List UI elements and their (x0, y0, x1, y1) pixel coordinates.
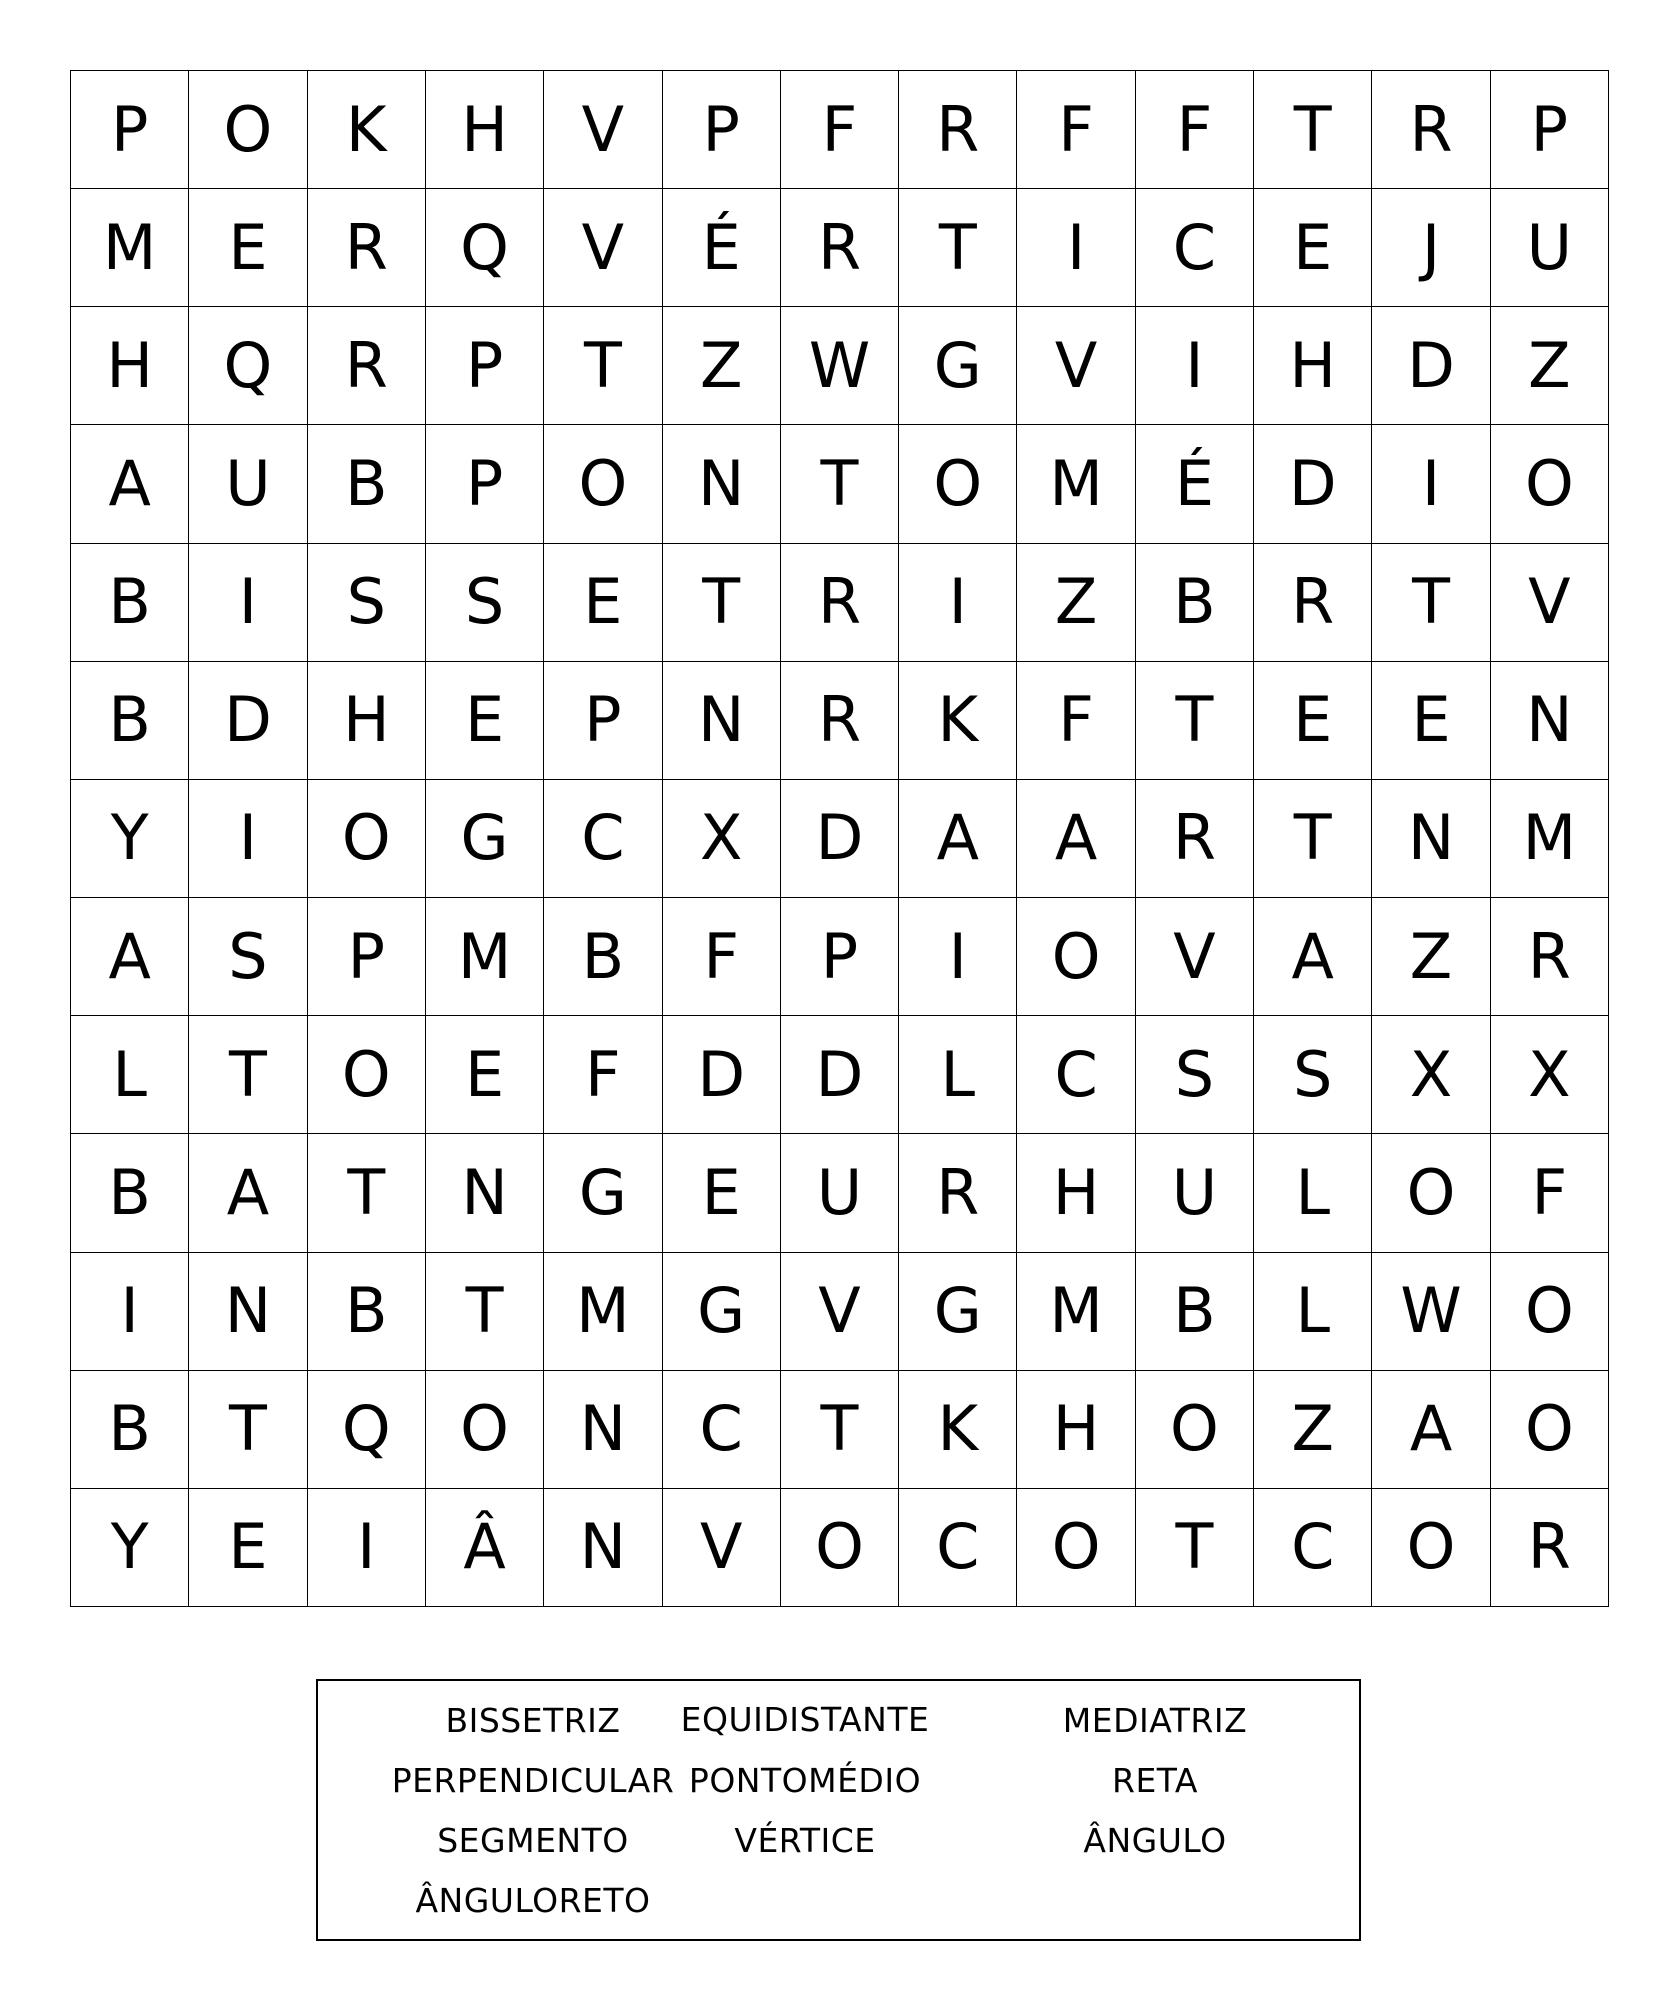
grid-cell: B (308, 425, 426, 543)
grid-cell: G (663, 1253, 781, 1371)
grid-cell: E (544, 544, 662, 662)
grid-cell: R (1491, 898, 1609, 1016)
grid-cell: O (1372, 1489, 1490, 1607)
grid-cell: M (426, 898, 544, 1016)
word-item: PONTOMÉDIO (688, 1761, 922, 1800)
grid-cell: Z (663, 307, 781, 425)
grid-cell: H (1017, 1371, 1135, 1489)
grid-cell: M (71, 189, 189, 307)
grid-cell: V (544, 71, 662, 189)
grid-cell: É (1136, 425, 1254, 543)
grid-cell: V (1136, 898, 1254, 1016)
grid-cell: G (899, 307, 1017, 425)
grid-cell: T (781, 1371, 899, 1489)
grid-cell: K (899, 1371, 1017, 1489)
grid-cell: E (189, 189, 307, 307)
grid-cell: Q (189, 307, 307, 425)
grid-cell: T (1372, 544, 1490, 662)
word-item: EQUIDISTANTE (680, 1700, 930, 1739)
grid-cell: B (1136, 1253, 1254, 1371)
grid-cell: E (1254, 189, 1372, 307)
grid-cell: T (899, 189, 1017, 307)
grid-cell: K (899, 662, 1017, 780)
grid-cell: L (71, 1016, 189, 1134)
grid-cell: I (1017, 189, 1135, 307)
grid-cell: C (1136, 189, 1254, 307)
grid-cell: B (308, 1253, 426, 1371)
grid-cell: X (663, 780, 781, 898)
grid-cell: P (308, 898, 426, 1016)
grid-cell: C (1017, 1016, 1135, 1134)
grid-cell: F (781, 71, 899, 189)
grid-cell: S (1136, 1016, 1254, 1134)
grid-cell: D (781, 1016, 899, 1134)
grid-cell: R (308, 189, 426, 307)
grid-cell: B (71, 1134, 189, 1252)
grid-cell: É (663, 189, 781, 307)
grid-cell: J (1372, 189, 1490, 307)
grid-cell: O (1017, 1489, 1135, 1607)
grid-cell: R (781, 544, 899, 662)
grid-cell: M (1017, 1253, 1135, 1371)
grid-cell: Y (71, 780, 189, 898)
grid-cell: O (189, 71, 307, 189)
grid-cell: T (189, 1371, 307, 1489)
word-item: VÉRTICE (734, 1821, 876, 1860)
grid-cell: L (899, 1016, 1017, 1134)
grid-cell: O (1136, 1371, 1254, 1489)
grid-cell: M (1017, 425, 1135, 543)
grid-cell: V (781, 1253, 899, 1371)
grid-cell: R (1254, 544, 1372, 662)
grid-cell: U (1491, 189, 1609, 307)
grid-cell: H (71, 307, 189, 425)
grid-cell: S (308, 544, 426, 662)
grid-cell: P (426, 307, 544, 425)
grid-cell: E (189, 1489, 307, 1607)
grid-cell: I (308, 1489, 426, 1607)
grid-cell: S (189, 898, 307, 1016)
grid-cell: I (899, 544, 1017, 662)
grid-cell: I (71, 1253, 189, 1371)
grid-cell: P (544, 662, 662, 780)
grid-cell: L (1254, 1253, 1372, 1371)
grid-cell: U (781, 1134, 899, 1252)
grid-cell: S (1254, 1016, 1372, 1134)
grid-cell: A (899, 780, 1017, 898)
grid-cell: D (189, 662, 307, 780)
grid-cell: B (71, 1371, 189, 1489)
word-list (316, 1679, 1361, 1941)
grid-cell: O (1491, 1253, 1609, 1371)
grid-cell: D (663, 1016, 781, 1134)
word-item: ÂNGULO (1083, 1821, 1227, 1860)
grid-cell: R (899, 71, 1017, 189)
grid-cell: A (1017, 780, 1135, 898)
grid-cell: T (426, 1253, 544, 1371)
grid-cell: R (899, 1134, 1017, 1252)
grid-cell: I (189, 780, 307, 898)
grid-cell: U (189, 425, 307, 543)
grid-cell: N (663, 425, 781, 543)
grid-cell: F (1017, 71, 1135, 189)
grid-cell: A (189, 1134, 307, 1252)
grid-cell: R (1136, 780, 1254, 898)
grid-cell: V (1491, 544, 1609, 662)
word-item: ÂNGULORETO (415, 1881, 651, 1920)
grid-cell: Q (426, 189, 544, 307)
grid-cell: A (71, 898, 189, 1016)
grid-cell: N (544, 1489, 662, 1607)
grid-cell: N (189, 1253, 307, 1371)
grid-cell: R (1372, 71, 1490, 189)
grid-cell: B (544, 898, 662, 1016)
grid-cell: K (308, 71, 426, 189)
grid-cell: O (426, 1371, 544, 1489)
grid-cell: A (1254, 898, 1372, 1016)
grid-cell: I (1136, 307, 1254, 425)
grid-cell: Â (426, 1489, 544, 1607)
grid-cell: V (663, 1489, 781, 1607)
letter-grid (70, 70, 1609, 1607)
grid-cell: N (663, 662, 781, 780)
grid-cell: C (544, 780, 662, 898)
grid-cell: F (1491, 1134, 1609, 1252)
grid-cell: C (1254, 1489, 1372, 1607)
grid-cell: D (781, 780, 899, 898)
grid-cell: G (426, 780, 544, 898)
grid-cell: A (1372, 1371, 1490, 1489)
grid-cell: P (663, 71, 781, 189)
grid-cell: T (1136, 1489, 1254, 1607)
grid-cell: N (1372, 780, 1490, 898)
grid-cell: L (1254, 1134, 1372, 1252)
grid-cell: H (1254, 307, 1372, 425)
grid-cell: O (308, 1016, 426, 1134)
grid-cell: C (899, 1489, 1017, 1607)
grid-cell: O (1017, 898, 1135, 1016)
grid-cell: T (308, 1134, 426, 1252)
word-item: MEDIATRIZ (1062, 1701, 1248, 1740)
grid-cell: E (426, 1016, 544, 1134)
grid-cell: R (781, 662, 899, 780)
grid-cell: O (544, 425, 662, 543)
grid-cell: T (1254, 71, 1372, 189)
grid-cell: X (1491, 1016, 1609, 1134)
grid-cell: W (781, 307, 899, 425)
grid-cell: T (1254, 780, 1372, 898)
grid-cell: I (189, 544, 307, 662)
grid-cell: T (781, 425, 899, 543)
grid-cell: H (1017, 1134, 1135, 1252)
grid-cell: H (308, 662, 426, 780)
grid-cell: U (1136, 1134, 1254, 1252)
grid-cell: F (1017, 662, 1135, 780)
grid-cell: R (781, 189, 899, 307)
grid-cell: F (1136, 71, 1254, 189)
grid-cell: G (544, 1134, 662, 1252)
grid-cell: N (544, 1371, 662, 1489)
word-item: BISSETRIZ (445, 1701, 621, 1740)
grid-cell: H (426, 71, 544, 189)
grid-cell: M (544, 1253, 662, 1371)
grid-cell: Z (1491, 307, 1609, 425)
grid-cell: P (781, 898, 899, 1016)
grid-cell: E (1254, 662, 1372, 780)
grid-cell: P (1491, 71, 1609, 189)
grid-cell: Z (1372, 898, 1490, 1016)
grid-cell: O (781, 1489, 899, 1607)
grid-cell: F (663, 898, 781, 1016)
grid-cell: M (1491, 780, 1609, 898)
grid-cell: G (899, 1253, 1017, 1371)
grid-cell: I (1372, 425, 1490, 543)
grid-cell: O (308, 780, 426, 898)
grid-cell: Y (71, 1489, 189, 1607)
grid-cell: D (1372, 307, 1490, 425)
grid-cell: F (544, 1016, 662, 1134)
grid-cell: X (1372, 1016, 1490, 1134)
grid-cell: O (1491, 1371, 1609, 1489)
grid-cell: T (1136, 662, 1254, 780)
grid-cell: T (544, 307, 662, 425)
grid-cell: O (1491, 425, 1609, 543)
grid-cell: V (544, 189, 662, 307)
grid-cell: E (663, 1134, 781, 1252)
grid-cell: B (71, 544, 189, 662)
word-item: RETA (1112, 1761, 1198, 1800)
grid-cell: D (1254, 425, 1372, 543)
grid-cell: V (1017, 307, 1135, 425)
grid-cell: P (71, 71, 189, 189)
grid-cell: Z (1254, 1371, 1372, 1489)
grid-cell: O (899, 425, 1017, 543)
grid-cell: S (426, 544, 544, 662)
grid-cell: N (426, 1134, 544, 1252)
grid-cell: O (1372, 1134, 1490, 1252)
grid-cell: N (1491, 662, 1609, 780)
grid-cell: I (899, 898, 1017, 1016)
grid-cell: E (426, 662, 544, 780)
grid-cell: T (663, 544, 781, 662)
grid-cell: Z (1017, 544, 1135, 662)
grid-cell: C (663, 1371, 781, 1489)
grid-cell: W (1372, 1253, 1490, 1371)
grid-cell: E (1372, 662, 1490, 780)
grid-cell: A (71, 425, 189, 543)
word-item: SEGMENTO (437, 1821, 629, 1860)
grid-cell: T (189, 1016, 307, 1134)
word-item: PERPENDICULAR (391, 1761, 675, 1800)
grid-cell: R (1491, 1489, 1609, 1607)
grid-cell: R (308, 307, 426, 425)
grid-cell: P (426, 425, 544, 543)
grid-cell: B (71, 662, 189, 780)
grid-cell: B (1136, 544, 1254, 662)
grid-cell: Q (308, 1371, 426, 1489)
